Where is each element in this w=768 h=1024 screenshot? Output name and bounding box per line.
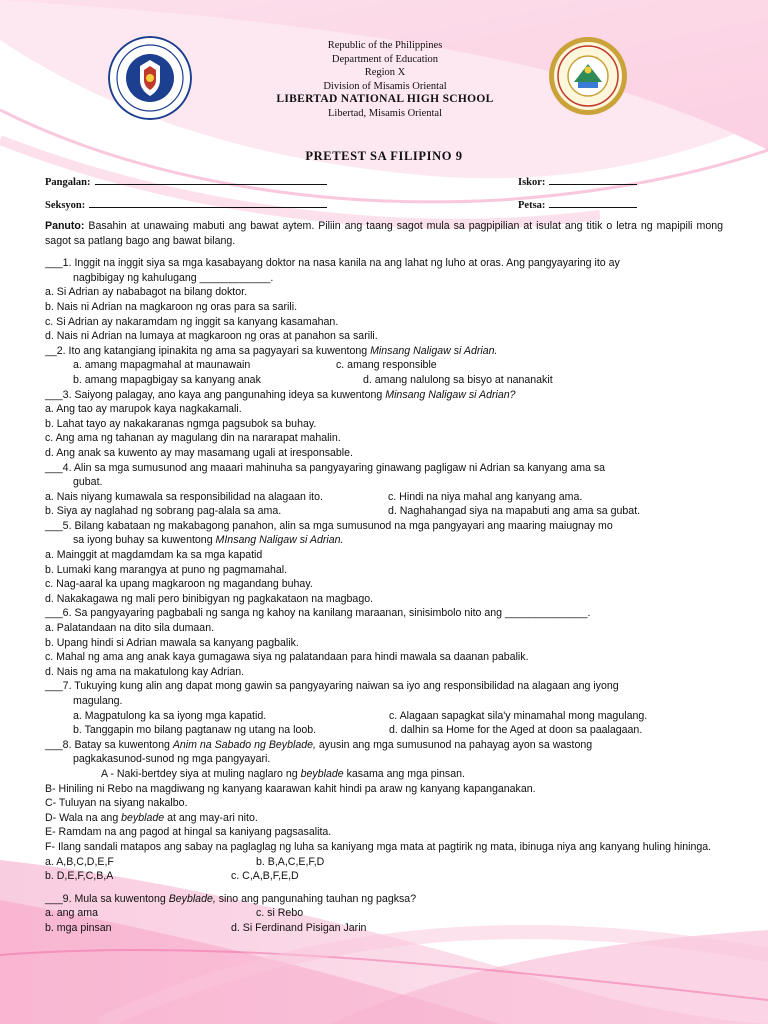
- q3-option-d: d. Ang anak sa kuwento ay may masamang ugali at iresponsable.: [45, 446, 353, 459]
- instructions-text: Basahin at unawaing mabuti ang bawat aytem. Piliin ang taang sagot mula sa pagpipilian at isulat ang titik o letra ng mapipili mong sagot sa patlang bago ang bawat bilang.: [45, 220, 723, 247]
- question-8-stem-cont: pagkakasunod-sunod ng mga pangyayari.: [73, 753, 271, 766]
- q7-option-a: a. Magpatulong ka sa iyong mga kapatid.: [73, 709, 267, 722]
- name-field: [45, 174, 327, 188]
- question-5-stem-cont: [45, 533, 723, 548]
- q8-stem-rest: ayusin ang mga sumusunod na pahayag ayon sa wastong: [315, 738, 593, 751]
- school-name: LIBERTAD NATIONAL HIGH SCHOOL: [276, 93, 494, 106]
- q2-option-a: a. amang mapagmahal at maunawain: [73, 359, 251, 372]
- q7-option-d: d. dalhin sa Home for the Aged at doon sa paalagaan.: [389, 724, 643, 737]
- deped-seal-logo: [108, 36, 192, 120]
- q8-option-c: c. C,A,B,F,E,D: [231, 870, 299, 883]
- q9-story-title: Beyblade,: [168, 892, 216, 905]
- q2-option-c: c. amang responsible: [336, 359, 437, 372]
- q9-option-a: a. ang ama: [45, 907, 99, 920]
- question-6: ___6. Sa pangyayaring pagbabali ng sanga ng kahoy na kanilang maraanan, sinisimbolo nito ang ______________.: [45, 607, 591, 620]
- q9-option-d: d. Si Ferdinand Pisigan Jarin: [231, 921, 367, 934]
- q8-event-c: C- Tuluyan na siyang nakalbo.: [45, 797, 188, 810]
- q8-option-b: b. B,A,C,E,F,D: [256, 855, 325, 868]
- test-content: [45, 219, 723, 936]
- q1-option-b: b. Nais ni Adrian na magkaroon ng oras para sa sarili.: [45, 300, 298, 313]
- country-line: Republic of the Philippines: [327, 40, 443, 51]
- instructions: [45, 219, 723, 248]
- q2-option-d: d. amang nalulong sa bisyo at nananakit: [363, 373, 553, 386]
- q3-stem: ___3. Saiyong palagay, ano kaya ang pangunahing ideya sa kuwentong: [45, 388, 386, 401]
- q5-stem-cont-text: sa iyong buhay sa kuwentong: [73, 534, 216, 547]
- date-label: Petsa:: [518, 200, 546, 211]
- q1-option-a: a. Si Adrian ay nababagot na bilang doktor.: [45, 286, 248, 299]
- question-2: [45, 344, 723, 359]
- school-address: Libertad, Misamis Oriental: [327, 107, 442, 119]
- q7-row-1: [45, 709, 723, 724]
- name-label: Pangalan:: [45, 177, 91, 188]
- q2-option-b: b. amang mapagbigay sa kanyang anak: [73, 373, 261, 386]
- question-8: [45, 738, 723, 753]
- q9-stem: ___9. Mula sa kuwentong: [45, 892, 169, 905]
- score-blank[interactable]: [549, 174, 637, 185]
- section-label: Seksyon:: [45, 200, 86, 211]
- q3-option-c: c. Ang ama ng tahanan ay magulang din na nararapat mahalin.: [45, 432, 341, 445]
- q8-stem: ___8. Batay sa kuwentong: [45, 738, 173, 751]
- q7-option-c: c. Alagaan sapagkat sila'y minamahal mong magulang.: [389, 709, 648, 722]
- question-1: ___1. Inggit na inggit siya sa mga kasabayang doktor na nasa kanila na ang lahat ng luho at oras. Ang pangyayaring ito ay: [45, 257, 620, 270]
- q2-row-1: [45, 358, 723, 373]
- q6-option-d: d. Nais ng ama na makatulong kay Adrian.: [45, 665, 245, 678]
- q5-option-a: a. Mainggit at magdamdam ka sa mga kapatid: [45, 549, 263, 562]
- q9-row-1: [45, 906, 723, 921]
- q5-option-b: b. Lumaki kang marangya at puno ng pagmamahal.: [45, 563, 288, 576]
- q2-story-title: Minsang Naligaw si Adrian.: [370, 344, 498, 357]
- q6-option-a: a. Palatandaan na dito sila dumaan.: [45, 622, 215, 635]
- q1-option-d: d. Nais ni Adrian na lumaya at magkaroon ng oras at panahon sa sarili.: [45, 330, 378, 343]
- q2-stem: __2. Ito ang katangiang ipinakita ng ama sa pagyayari sa kuwentong: [45, 344, 371, 357]
- q4-option-b: b. Siya ay naglahad ng sobrang pag-alala sa ama.: [45, 505, 282, 518]
- q1-option-c: c. Si Adrian ay nakaramdam ng inggit sa kanyang kasamahan.: [45, 315, 339, 328]
- question-9: [45, 892, 723, 907]
- department-line: Department of Education: [331, 53, 439, 65]
- question-1-stem-cont: nagbibigay ng kahulugang ____________.: [73, 271, 274, 284]
- q6-option-b: b. Upang hindi si Adrian mawala sa kanyang pagbalik.: [45, 636, 299, 649]
- q4-option-a: a. Nais niyang kumawala sa responsibilidad na alagaan ito.: [45, 490, 323, 503]
- question-4-stem-cont: gubat.: [73, 476, 103, 489]
- q8-story-title: Anim na Sabado ng Beyblade,: [172, 738, 316, 751]
- question-5: ___5. Bilang kabataan ng makabagong panahon, alin sa mga sumusunod na mga pangyayari ang maaring maiugnay mo: [45, 519, 613, 532]
- question-3: [45, 388, 723, 403]
- q3-option-b: b. Lahat tayo ay nakakaranas ngmga pagsubok sa buhay.: [45, 417, 317, 430]
- question-7-stem-cont: magulang.: [73, 695, 123, 707]
- q9-option-c: c. si Rebo: [256, 907, 304, 920]
- q8-event-a-text: A - Naki-bertdey siya at muling naglaro ng: [101, 767, 301, 780]
- q7-option-b: b. Tanggapin mo bilang pagtanaw ng utang na loob.: [73, 724, 317, 737]
- q5-option-c: c. Nag-aaral ka upang magkaroon ng magandang buhay.: [45, 578, 313, 591]
- q5-option-d: d. Nakakagawa ng mali pero binibigyan ng pagkakataon na magbago.: [45, 592, 374, 605]
- section-field: [45, 197, 327, 211]
- q8-event-d-italic: beyblade: [121, 811, 165, 824]
- q9-option-b: b. mga pinsan: [45, 921, 112, 934]
- q4-row-1: [45, 490, 723, 505]
- instructions-label: Panuto:: [45, 220, 85, 232]
- letterhead: [190, 39, 580, 121]
- q3-option-a: a. Ang tao ay marupok kaya nagkakamali.: [45, 403, 242, 416]
- q2-row-2: [45, 373, 723, 388]
- name-blank[interactable]: [95, 174, 327, 185]
- q8-event-d-rest: at ang may-ari nito.: [164, 811, 258, 824]
- score-label: Iskor:: [518, 177, 546, 188]
- q4-option-d: d. Naghahangad siya na mapabuti ang ama sa gubat.: [388, 505, 641, 518]
- date-field: [518, 197, 637, 211]
- division-line: Division of Misamis Oriental: [323, 80, 447, 92]
- q8-event-f: F- Ilang sandali matapos ang sabay na paglaglag ng luha sa kaniyang mga mata at pagtirik ng mata, ibinuga niya ang kanyang huling hininga.: [45, 840, 712, 853]
- q4-row-2: [45, 504, 723, 519]
- q8-row-2: [45, 869, 723, 884]
- q8-event-d: [45, 811, 723, 826]
- score-field: [518, 174, 637, 188]
- question-7: ___7. Tukuying kung alin ang dapat mong gawin sa pangyayaring naiwan sa iyo ang responsibilidad na alagaan ang iyong: [45, 680, 619, 693]
- q7-row-2: [45, 723, 723, 738]
- q3-story-title: Minsang Naligaw si Adrian?: [385, 388, 516, 401]
- q4-option-c: c. Hindi na niya mahal ang kanyang ama.: [388, 490, 583, 503]
- date-blank[interactable]: [549, 197, 637, 208]
- q6-option-c: c. Mahal ng ama ang anak kaya gumagawa siya ng palatandaan para hindi mawala sa daanan pabalik.: [45, 651, 529, 664]
- section-blank[interactable]: [89, 197, 327, 208]
- q8-event-e: E- Ramdam na ang pagod at hingal sa kaniyang pagsasalita.: [45, 826, 332, 839]
- q8-option-a: a. A,B,C,D,E,F: [45, 855, 114, 868]
- q8-event-d-text: D- Wala na ang: [45, 811, 122, 824]
- q8-event-a-italic: beyblade: [300, 767, 344, 780]
- q5-story-title: MInsang Naligaw si Adrian.: [215, 534, 344, 547]
- q8-row-1: [45, 855, 723, 870]
- q9-row-2: [45, 921, 723, 936]
- q8-event-b: B- Hiniling ni Rebo na magdiwang ng kanyang kaarawan kahit hindi pa araw ng kanyang kapanganakan.: [45, 782, 536, 795]
- region-line: Region X: [364, 67, 406, 79]
- q9-stem-rest: sino ang pangunahing tauhan ng pagksa?: [215, 892, 417, 905]
- question-4: ___4. Alin sa mga sumusunod ang maaari mahinuha sa pangyayaring ginawang pagligaw ni Adrian sa kanyang ama sa: [45, 461, 606, 474]
- test-title: PRETEST SA FILIPINO 9: [305, 149, 463, 163]
- q8-event-a: [45, 767, 723, 782]
- q8-option-d: b. D,E,F,C,B,A: [45, 870, 114, 883]
- q8-event-a-rest: kasama ang mga pinsan.: [343, 767, 465, 780]
